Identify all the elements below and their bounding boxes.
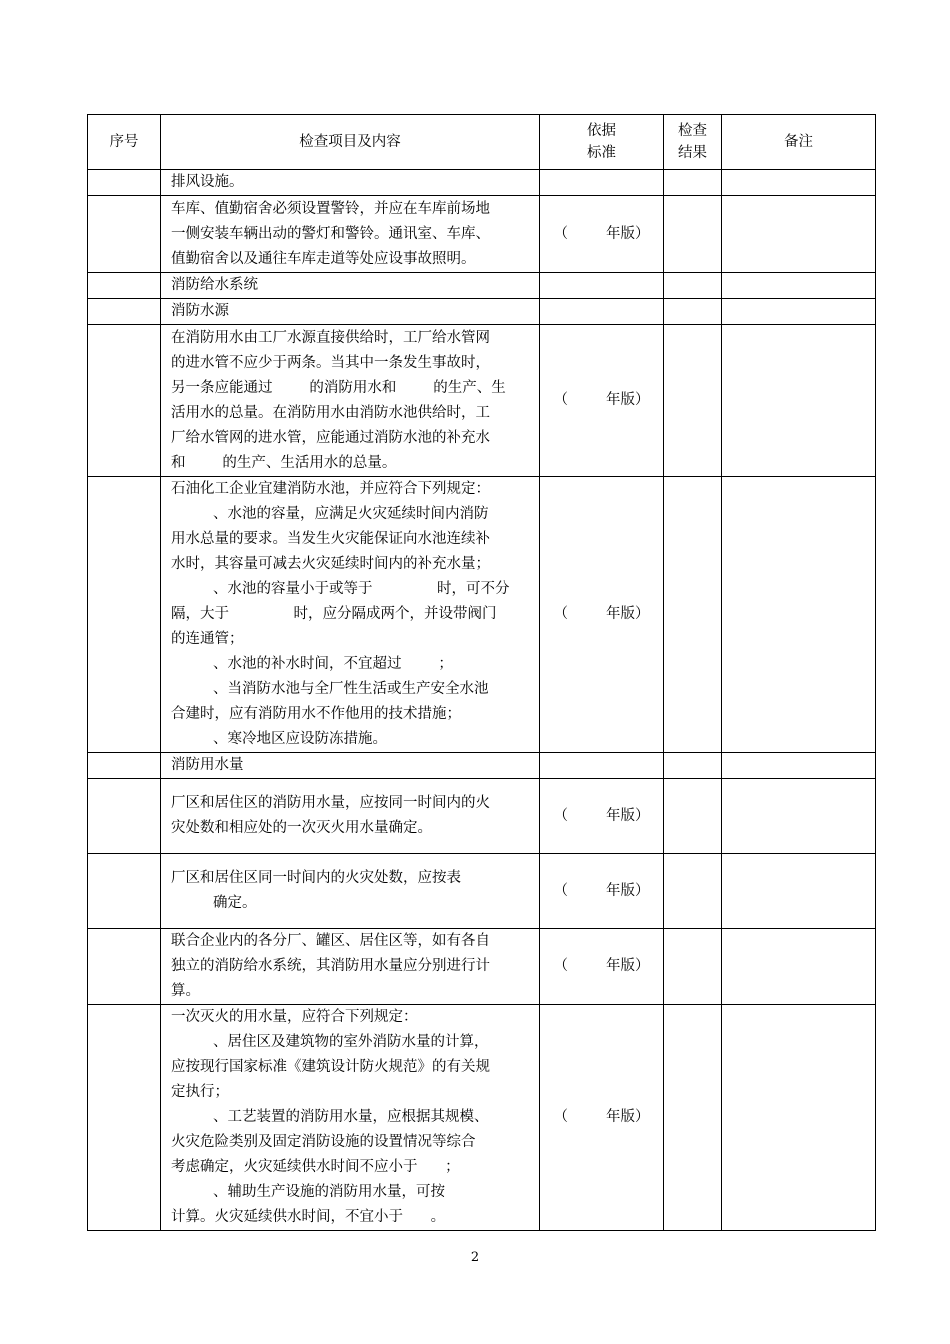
item-line: 和 的生产、生活用水的总量。 [171, 454, 397, 471]
item-cell [161, 929, 540, 1005]
header-result-line2: 结果 [678, 145, 707, 161]
table-row [88, 196, 876, 273]
seq-cell [88, 929, 161, 1005]
result-cell [664, 929, 722, 1005]
seq-cell [88, 273, 161, 299]
basis-year: 年版） [606, 1109, 650, 1125]
basis-cell [540, 477, 664, 753]
result-cell [664, 753, 722, 779]
header-basis-line2: 标准 [587, 145, 616, 161]
seq-cell [88, 477, 161, 753]
result-cell [664, 779, 722, 854]
item-line: 定执行； [171, 1084, 229, 1100]
seq-cell [88, 170, 161, 196]
table-row [88, 299, 876, 325]
seq-cell [88, 299, 161, 325]
remarks-cell [722, 477, 876, 753]
item-line: 活用水的总量。在消防用水由消防水池供给时，工 [171, 404, 490, 421]
basis-year: 年版） [606, 225, 650, 242]
remarks-cell [722, 929, 876, 1005]
section-heading: 消防用水量 [171, 757, 244, 773]
item-line: 一侧安装车辆出动的警灯和警铃。通讯室、车库、 [171, 225, 490, 242]
remarks-cell [722, 1005, 876, 1231]
item-line: 用水总量的要求。当发生火灾能保证向水池连续补 [171, 531, 490, 547]
item-line: 联合企业内的各分厂、罐区、居住区等，如有各自 [171, 933, 490, 949]
basis-cell [540, 325, 664, 477]
remarks-cell [722, 325, 876, 477]
item-line: 应按现行国家标准《建筑设计防火规范》的有关规 [171, 1059, 490, 1075]
basis-cell [540, 854, 664, 929]
result-cell [664, 325, 722, 477]
item-line: 另一条应能通过 的消防用水和 的生产、生 [171, 379, 506, 396]
inspection-table [87, 114, 876, 1231]
header-seq: 序号 [88, 115, 161, 170]
table-row [88, 325, 876, 477]
basis-cell [540, 273, 664, 299]
result-cell [664, 299, 722, 325]
item-line: 的连通管； [171, 631, 244, 647]
item-line: 确定。 [213, 895, 257, 911]
item-cell [161, 299, 540, 325]
basis-cell [540, 753, 664, 779]
item-cell [161, 325, 540, 477]
item-cell [161, 170, 540, 196]
header-basis [540, 115, 664, 170]
item-cell [161, 779, 540, 854]
header-result [664, 115, 722, 170]
table-row [88, 929, 876, 1005]
item-line: 石油化工企业宜建消防水池，并应符合下列规定： [171, 481, 490, 497]
remarks-cell [722, 196, 876, 273]
item-cell [161, 854, 540, 929]
item-line: 火灾危险类别及固定消防设施的设置情况等综合 [171, 1134, 476, 1150]
item-line: 的进水管不应少于两条。当其中一条发生事故时， [171, 354, 490, 371]
item-line: 车库、值勤宿舍必须设置警铃，并应在车库前场地 [171, 200, 490, 217]
basis-open: （ [553, 1109, 568, 1125]
item-line: 、工艺装置的消防用水量，应根据其规模、 [213, 1109, 489, 1125]
item-cell [161, 1005, 540, 1231]
item-line: 、居住区及建筑物的室外消防水量的计算， [213, 1034, 489, 1050]
item-line: 在消防用水由工厂水源直接供给时，工厂给水管网 [171, 329, 490, 346]
remarks-cell [722, 170, 876, 196]
result-cell [664, 196, 722, 273]
seq-cell [88, 1005, 161, 1231]
basis-cell [540, 196, 664, 273]
item-line: 值勤宿舍以及通往车库走道等处应设事故照明。 [171, 250, 476, 267]
basis-open: （ [553, 606, 568, 622]
item-line: 排风设施。 [171, 174, 244, 190]
item-cell [161, 477, 540, 753]
seq-cell [88, 325, 161, 477]
item-line: 灾处数和相应处的一次灭火用水量确定。 [171, 820, 432, 836]
basis-open: （ [553, 392, 568, 408]
item-line: 考虑确定，火灾延续供水时间不应小于 ； [171, 1159, 460, 1175]
result-cell [664, 854, 722, 929]
section-heading: 消防给水系统 [171, 277, 258, 293]
basis-year: 年版） [606, 392, 650, 408]
seq-cell [88, 753, 161, 779]
table-row [88, 273, 876, 299]
item-line: 、水池的容量，应满足火灾延续时间内消防 [213, 506, 489, 522]
header-remarks: 备注 [722, 115, 876, 170]
basis-open: （ [553, 225, 568, 242]
item-cell [161, 196, 540, 273]
header-basis-line1: 依据 [587, 123, 616, 139]
remarks-cell [722, 273, 876, 299]
result-cell [664, 273, 722, 299]
seq-cell [88, 196, 161, 273]
header-row [88, 115, 876, 170]
item-line: 隔，大于 时，应分隔成两个，并设带阀门 [171, 606, 497, 622]
item-line: 、寒冷地区应设防冻措施。 [213, 731, 387, 747]
basis-year: 年版） [606, 882, 650, 899]
item-line: 水时，其容量可减去火灾延续时间内的补充水量； [171, 556, 490, 572]
item-line: 厂给水管网的进水管，应能通过消防水池的补充水 [171, 429, 490, 446]
item-line: 独立的消防给水系统，其消防用水量应分别进行计 [171, 958, 490, 974]
header-result-line1: 检查 [678, 123, 707, 139]
remarks-cell [722, 299, 876, 325]
basis-year: 年版） [606, 606, 650, 622]
basis-cell [540, 170, 664, 196]
remarks-cell [722, 753, 876, 779]
table-row [88, 1005, 876, 1231]
item-cell [161, 273, 540, 299]
result-cell [664, 1005, 722, 1231]
seq-cell [88, 779, 161, 854]
header-item: 检查项目及内容 [161, 115, 540, 170]
table-row [88, 779, 876, 854]
table-row [88, 477, 876, 753]
remarks-cell [722, 779, 876, 854]
table-row [88, 753, 876, 779]
item-line: 、辅助生产设施的消防用水量，可按 [213, 1184, 445, 1200]
basis-cell [540, 1005, 664, 1231]
basis-year: 年版） [606, 958, 650, 974]
page-number: 2 [470, 1250, 480, 1265]
remarks-cell [722, 854, 876, 929]
table-row [88, 854, 876, 929]
basis-open: （ [553, 958, 568, 974]
item-line: 计算。火灾延续供水时间，不宜小于 。 [171, 1209, 446, 1225]
item-line: 算。 [171, 983, 200, 999]
item-line: 厂区和居住区的消防用水量，应按同一时间内的火 [171, 795, 490, 811]
item-line: 、水池的补水时间，不宜超过 ； [213, 656, 453, 672]
basis-year: 年版） [606, 807, 650, 824]
item-cell [161, 753, 540, 779]
table-row [88, 170, 876, 196]
result-cell [664, 477, 722, 753]
seq-cell [88, 854, 161, 929]
basis-cell [540, 299, 664, 325]
section-heading: 消防水源 [171, 303, 229, 319]
item-line: 一次灭火的用水量，应符合下列规定： [171, 1009, 418, 1025]
basis-open: （ [553, 807, 568, 824]
item-line: 、水池的容量小于或等于 时，可不分 [213, 581, 510, 597]
basis-cell [540, 779, 664, 854]
item-line: 厂区和居住区同一时间内的火灾处数，应按表 [171, 870, 461, 886]
item-line: 、当消防水池与全厂性生活或生产安全水池 [213, 681, 489, 697]
basis-open: （ [553, 882, 568, 899]
basis-cell [540, 929, 664, 1005]
item-line: 合建时，应有消防用水不作他用的技术措施； [171, 706, 461, 722]
result-cell [664, 170, 722, 196]
